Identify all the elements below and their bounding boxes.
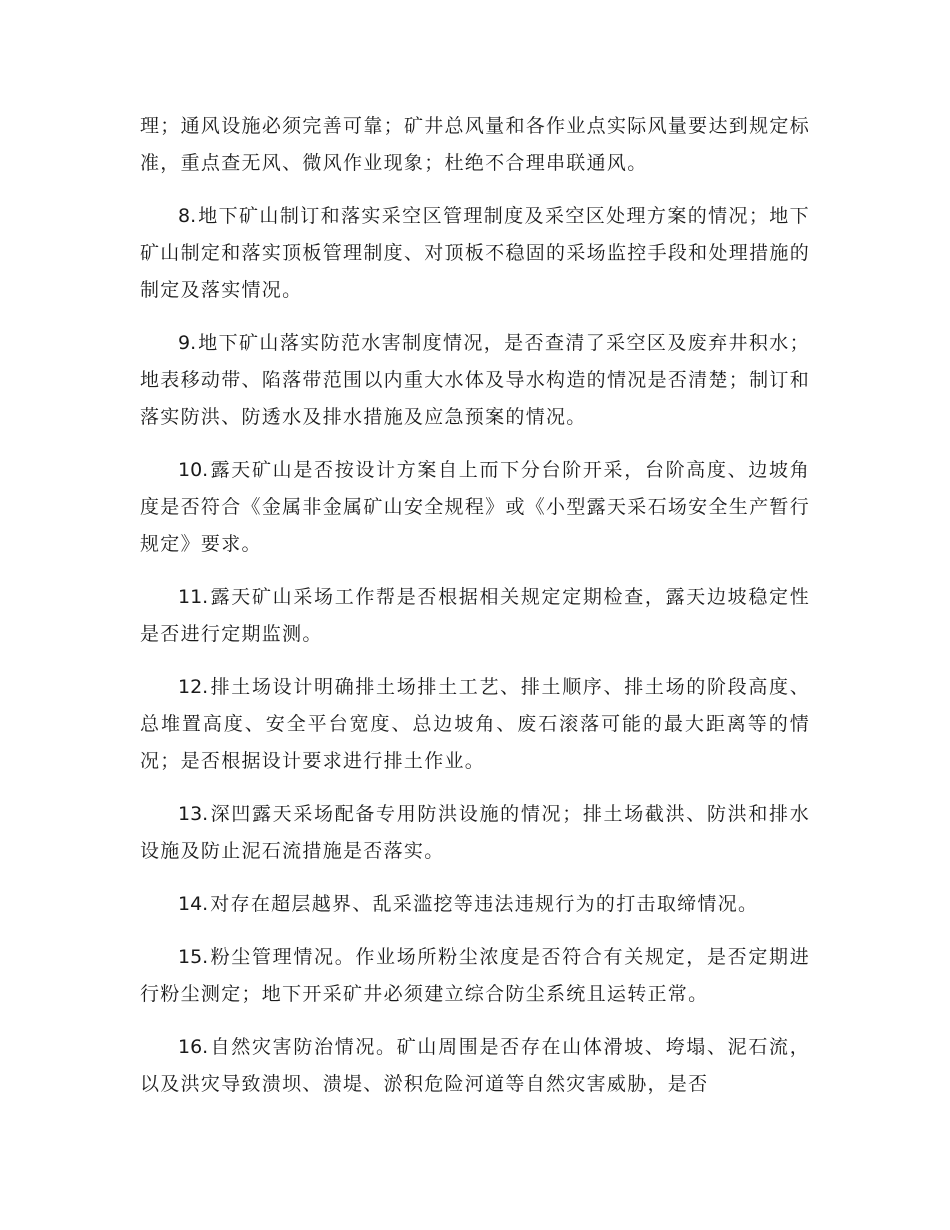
paragraph-text: 深凹露天采场配备专用防洪设施的情况；排土场截洪、防洪和排水设施及防止泥石流措施是否落实。 xyxy=(140,803,810,862)
paragraph-number: 8. xyxy=(178,205,197,227)
document-body xyxy=(140,108,810,1119)
paragraph-item-13 xyxy=(140,796,810,870)
paragraph-text: 露天矿山是否按设计方案自上而下分台阶开采，台阶高度、边坡角度是否符合《金属非金属矿山安全规程》或《小型露天采石场安全生产暂行规定》要求。 xyxy=(140,459,810,555)
paragraph-item-15 xyxy=(140,939,810,1013)
paragraph-number: 12. xyxy=(178,676,209,698)
paragraph-item-10 xyxy=(140,452,810,563)
paragraph-number: 9. xyxy=(178,332,197,354)
paragraph-text: 自然灾害防治情况。矿山周围是否存在山体滑坡、垮塌、泥石流，以及洪灾导致溃坝、溃堤、淤积危险河道等自然灾害威胁，是否 xyxy=(140,1036,810,1095)
paragraph-text: 地下矿山制订和落实采空区管理制度及采空区处理方案的情况；地下矿山制定和落实顶板管理制度、对顶板不稳固的采场监控手段和处理措施的制定及落实情况。 xyxy=(140,205,810,301)
paragraph-item-12 xyxy=(140,669,810,780)
paragraph-number: 16. xyxy=(178,1036,209,1058)
paragraph-text: 露天矿山采场工作帮是否根据相关规定定期检查，露天边坡稳定性是否进行定期监测。 xyxy=(140,586,810,645)
paragraph-number: 11. xyxy=(178,586,209,608)
paragraph-item-16 xyxy=(140,1029,810,1103)
paragraph-text: 理；通风设施必须完善可靠；矿井总风量和各作业点实际风量要达到规定标准，重点查无风、微风作业现象；杜绝不合理串联通风。 xyxy=(140,115,810,174)
paragraph-text: 地下矿山落实防范水害制度情况，是否查清了采空区及废弃井积水；地表移动带、陷落带范围以内重大水体及导水构造的情况是否清楚；制订和落实防洪、防透水及排水措施及应急预案的情况。 xyxy=(140,332,810,428)
paragraph-continuation xyxy=(140,108,810,182)
paragraph-text: 排土场设计明确排土场排土工艺、排土顺序、排土场的阶段高度、总堆置高度、安全平台宽度、总边坡角、废石滚落可能的最大距离等的情况；是否根据设计要求进行排土作业。 xyxy=(140,676,810,772)
paragraph-text: 对存在超层越界、乱采滥挖等违法违规行为的打击取缔情况。 xyxy=(210,893,759,915)
paragraph-number: 14. xyxy=(178,893,209,915)
paragraph-number: 15. xyxy=(178,946,209,968)
paragraph-item-14 xyxy=(140,886,810,923)
paragraph-item-11 xyxy=(140,579,810,653)
paragraph-number: 10. xyxy=(178,459,209,481)
paragraph-item-8 xyxy=(140,198,810,309)
paragraph-text: 粉尘管理情况。作业场所粉尘浓度是否符合有关规定，是否定期进行粉尘测定；地下开采矿井必须建立综合防尘系统且运转正常。 xyxy=(140,946,810,1005)
paragraph-number: 13. xyxy=(178,803,209,825)
paragraph-item-9 xyxy=(140,325,810,436)
